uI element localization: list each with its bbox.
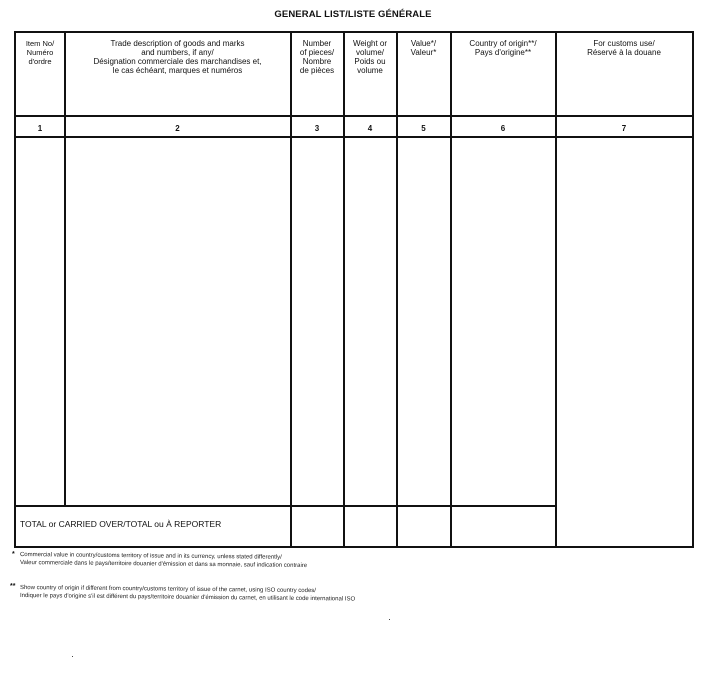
column-number: 5 [421,124,426,133]
scan-speck [72,656,73,657]
number-row-rule [14,136,694,138]
column-divider [290,31,292,548]
column-divider [555,31,557,548]
column-number: 7 [621,124,627,133]
column-divider [396,31,398,548]
footnote-marker: ** [10,583,16,590]
column-divider [450,31,452,548]
footnote-value-en: Commercial value in country/customs territory of issue and in its currency, unless stated differently/ [19,552,282,561]
footnote-marker: * [12,551,15,558]
form-title: GENERAL LIST/LISTE GÉNÉRALE [274,9,432,20]
column-number: 4 [367,124,373,133]
table-bottom-border [14,546,694,548]
column-number: 3 [314,124,320,133]
column-header-description: Trade description of goods and marks and numbers, if any/ Désignation commerciale des marchandises et, le cas échéant, marques et numéros [93,39,262,75]
footnote-value-fr: Valeur commerciale dans le pays/territoire douanier d'émission et dans sa monnaie, sauf indication contraire [19,560,308,570]
column-number: 6 [500,124,506,133]
total-carried-over-label: TOTAL or CARRIED OVER/TOTAL ou À REPORTER [20,519,222,529]
footnote-origin-en: Show country of origin if different from country/customs territory of issue of the carnet, using ISO country codes/ [19,585,317,595]
column-divider [64,31,66,505]
general-list-table [14,31,694,548]
column-header-item-no: Item No/ Numéro d'ordre [25,39,55,66]
column-number: 1 [37,124,43,133]
column-header-weight: Weight or volume/ Poids ou volume [352,39,388,75]
table-right-border [692,31,694,548]
table-top-border [14,31,694,33]
column-header-value: Value*/ Valeur* [410,39,437,57]
total-row-rule [14,505,555,507]
column-header-pieces: Number of pieces/ Nombre de pièces [299,39,335,75]
column-header-origin: Country of origin**/ Pays d'origine** [469,39,537,57]
table-left-border [14,31,16,548]
header-bottom-rule [14,115,694,117]
column-number: 2 [175,124,180,133]
column-header-customs: For customs use/ Réservé à la douane [587,39,661,57]
footnote-origin-fr: Indiquer le pays d'origine s'il est différent du pays/territoire douanier d'émission du carnet, en utilisant le code international ISO [19,593,356,603]
scan-speck [389,619,390,620]
column-divider [343,31,345,548]
